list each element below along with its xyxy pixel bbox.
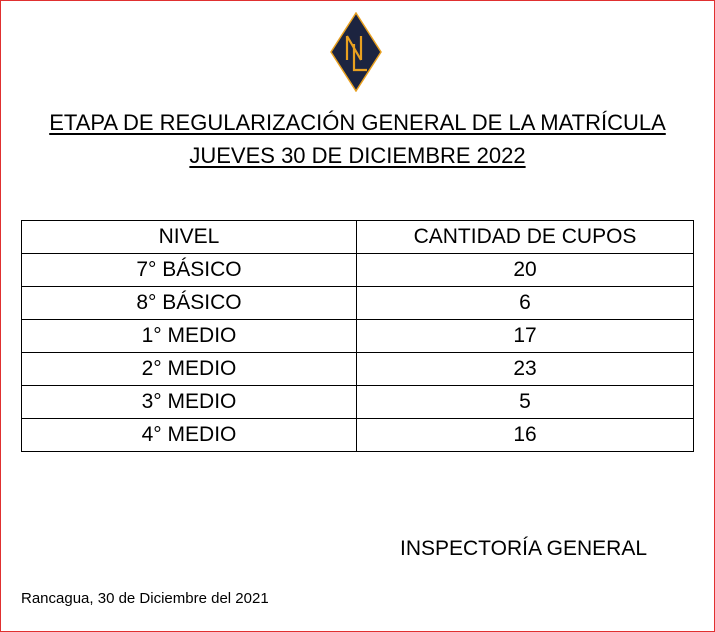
table-row (22, 287, 694, 320)
cell-nivel: 1° MEDIO (22, 320, 357, 353)
cell-cupos: 16 (357, 419, 694, 452)
cell-nivel: 4° MEDIO (22, 419, 357, 452)
cupos-table (21, 220, 694, 452)
table-row (22, 386, 694, 419)
cell-nivel: 8° BÁSICO (22, 287, 357, 320)
table-header-row (22, 221, 694, 254)
document-title: ETAPA DE REGULARIZACIÓN GENERAL DE LA MATRÍCULA (49, 110, 666, 135)
cell-nivel: 2° MEDIO (22, 353, 357, 386)
table-row (22, 419, 694, 452)
cell-cupos: 20 (357, 254, 694, 287)
nl-diamond-logo-icon (330, 12, 382, 92)
document-subtitle-date: JUEVES 30 DE DICIEMBRE 2022 (189, 143, 526, 168)
cell-cupos: 6 (357, 287, 694, 320)
cell-cupos: 17 (357, 320, 694, 353)
table-row (22, 254, 694, 287)
signature-inspectoria: INSPECTORÍA GENERAL (400, 537, 648, 560)
column-header-cupos: CANTIDAD DE CUPOS (357, 221, 694, 254)
table-row (22, 353, 694, 386)
cell-nivel: 3° MEDIO (22, 386, 357, 419)
cell-cupos: 23 (357, 353, 694, 386)
cell-nivel: 7° BÁSICO (22, 254, 357, 287)
column-header-nivel: NIVEL (22, 221, 357, 254)
table-row (22, 320, 694, 353)
place-and-date: Rancagua, 30 de Diciembre del 2021 (21, 590, 269, 607)
cell-cupos: 5 (357, 386, 694, 419)
